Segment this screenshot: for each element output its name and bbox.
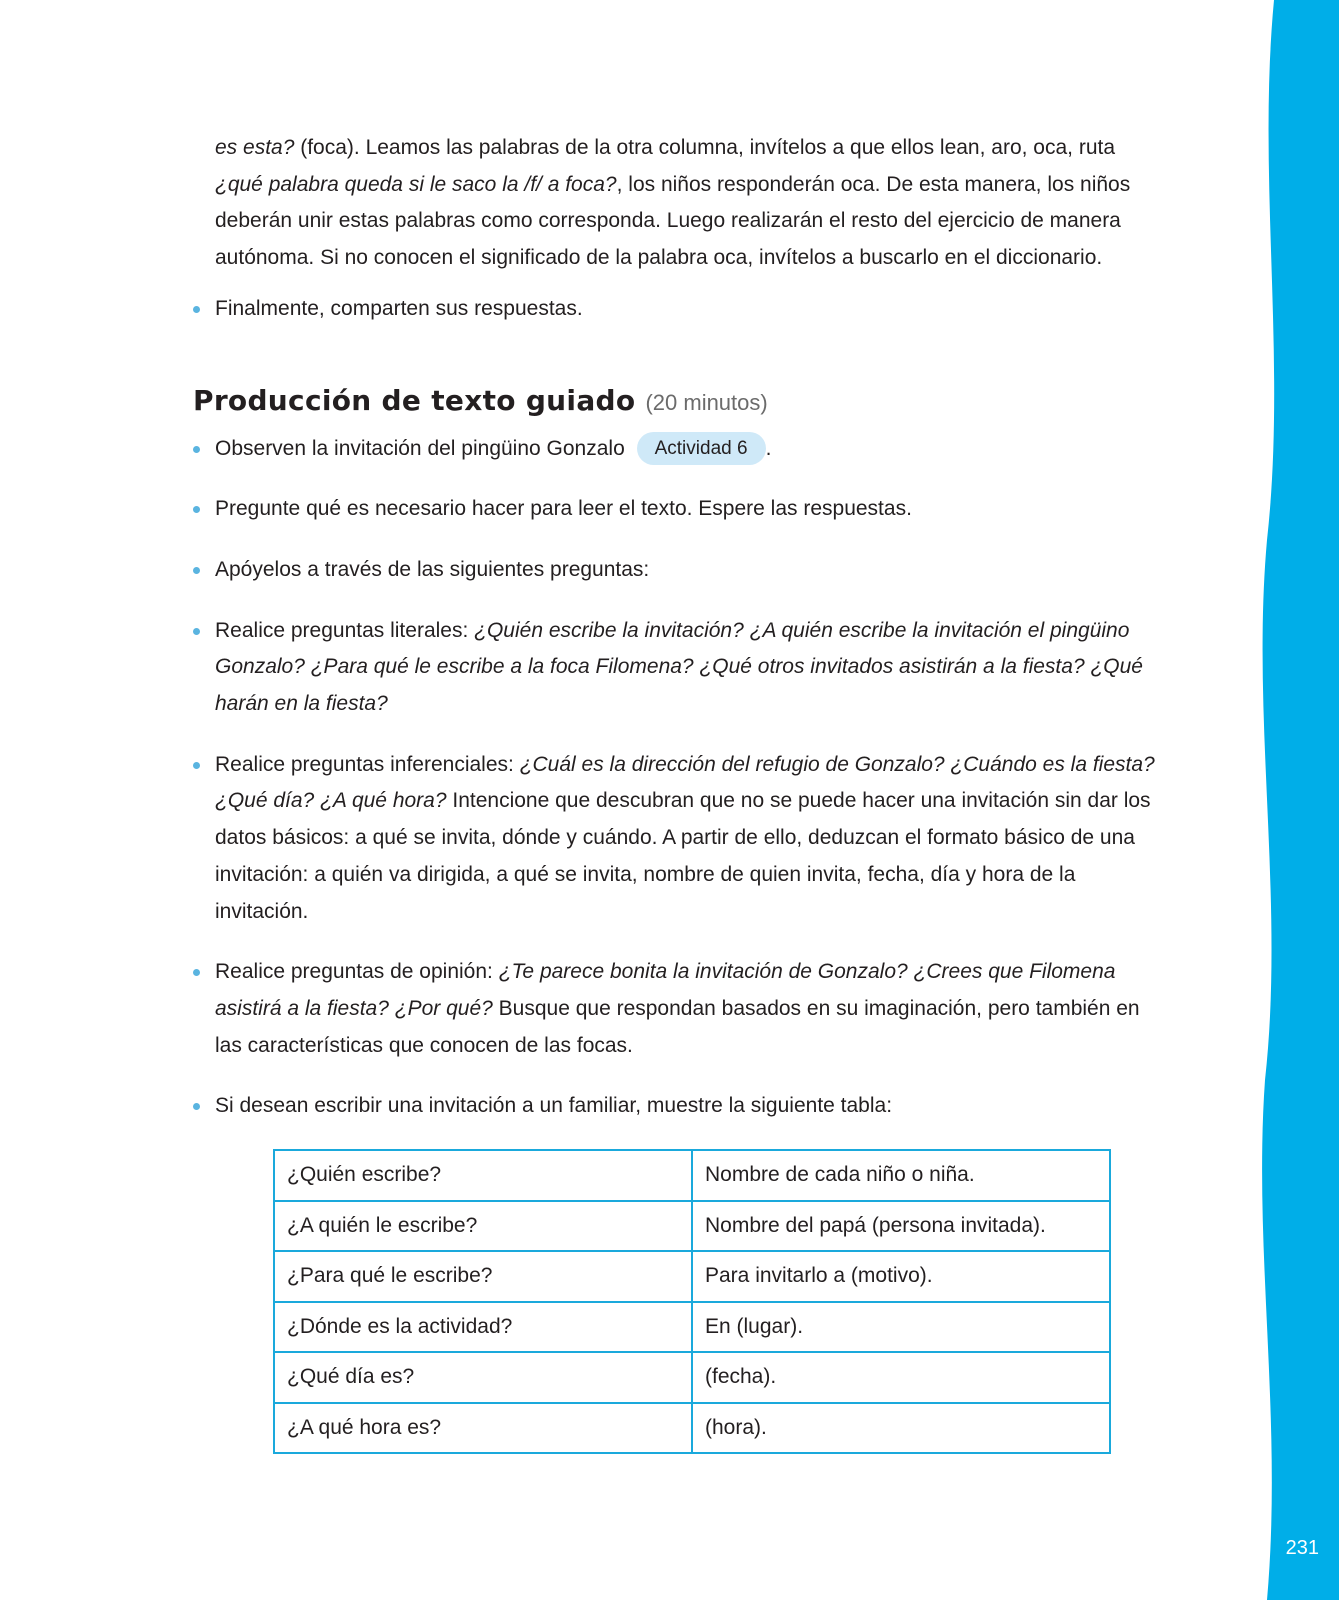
- intro-text: , los niños responderán oca. De esta manera, los niños deberán unir estas palabras como corresponda. Luego realizarán el resto del ejercicio de manera autónoma. Si no conocen el significado de la palabra oca, invítelos a buscarlo en el diccionario.: [215, 172, 1131, 270]
- list-item: [193, 291, 1168, 328]
- list-item-questions: ¿Te parece bonita la invitación de Gonzalo? ¿Crees que Filomena asistirá a la fiesta? ¿Por qué?: [215, 960, 1116, 1020]
- list-item-text: Pregunte qué es necesario hacer para leer el texto. Espere las respuestas.: [215, 497, 912, 521]
- table-cell: ¿A qué hora es?: [274, 1403, 692, 1454]
- list-item-questions: ¿Quién escribe la invitación? ¿A quién escribe la invitación el pingüino Gonzalo? ¿Para qué le escribe a la foca Filomena? ¿Qué otros invitados asistirán a la fiesta? ¿Qué harán en la fiesta?: [215, 618, 1143, 716]
- list-item: [193, 431, 1168, 468]
- list-item-text: Realice preguntas de opinión:: [215, 960, 499, 984]
- table-row: [274, 1302, 1110, 1353]
- section-duration: (20 minutos): [645, 389, 768, 415]
- list-item: [193, 1088, 1168, 1125]
- page-number: 231: [1285, 1537, 1319, 1559]
- list-item: [193, 747, 1168, 931]
- list-item-text: Realice preguntas inferenciales:: [215, 752, 520, 776]
- intro-question: es esta?: [215, 136, 295, 159]
- list-item-questions: ¿Cuál es la dirección del refugio de Gonzalo? ¿Cuándo es la fiesta? ¿Qué día? ¿A qué hora?: [215, 752, 1155, 813]
- table-row: [274, 1150, 1110, 1201]
- intro-question: ¿qué palabra queda si le saco la /f/ a foca?: [215, 172, 617, 196]
- list-item-text: Si desean escribir una invitación a un familiar, muestre la siguiente tabla:: [215, 1094, 893, 1118]
- table-cell: ¿A quién le escribe?: [274, 1201, 692, 1252]
- list-item: [193, 954, 1168, 1064]
- intro-text: (foca). Leamos las palabras de la otra columna, invítelos a que ellos lean, aro, oca, ruta: [294, 136, 1116, 159]
- bullet-list: [193, 431, 1168, 1126]
- table-cell: ¿Para qué le escribe?: [274, 1251, 692, 1302]
- section-title-text: Producción de texto guiado: [193, 383, 636, 417]
- table-row: [274, 1201, 1110, 1252]
- table-row: [274, 1251, 1110, 1302]
- list-item-text: Apóyelos a través de las siguientes preguntas:: [215, 557, 650, 581]
- invitation-table: [273, 1149, 1111, 1454]
- table-cell: Para invitarlo a (motivo).: [692, 1251, 1110, 1302]
- table-cell: ¿Quién escribe?: [274, 1150, 692, 1201]
- list-item: [193, 491, 1168, 528]
- table-row: [274, 1403, 1110, 1454]
- table-row: [274, 1352, 1110, 1403]
- side-decorative-band: [1249, 0, 1339, 1600]
- table-cell: (fecha).: [692, 1352, 1110, 1403]
- section-title: [193, 384, 1168, 417]
- table-cell: Nombre de cada niño o niña.: [692, 1150, 1110, 1201]
- list-item-text: Realice preguntas literales:: [215, 618, 475, 642]
- list-item-text: Finalmente, comparten sus respuestas.: [215, 296, 583, 320]
- table-cell: (hora).: [692, 1403, 1110, 1454]
- page-content: [193, 130, 1168, 1454]
- table-cell: ¿Qué día es?: [274, 1352, 692, 1403]
- list-item-text: Observen la invitación del pingüino Gonzalo: [215, 436, 625, 460]
- list-item: [193, 613, 1168, 723]
- table-cell: ¿Dónde es la actividad?: [274, 1302, 692, 1353]
- list-item-text: Intencione que descubran que no se puede hacer una invitación sin dar los datos básicos: a qué se invita, dónde y cuándo. A partir de ello, deduzcan el formato básico de una invitación: a quién va dirigida, a qué se invita, nombre de quien invita, fecha, día y hora de la invitación.: [215, 789, 1151, 923]
- table-cell: En (lugar).: [692, 1302, 1110, 1353]
- list-item-text: Busque que respondan basados en su imaginación, pero también en las características que conocen de las focas.: [215, 996, 1140, 1057]
- bullet-list: [193, 291, 1168, 328]
- intro-paragraph: [215, 130, 1168, 277]
- table-cell: Nombre del papá (persona invitada).: [692, 1201, 1110, 1252]
- activity-tag: Actividad 6: [637, 432, 766, 465]
- list-item-text: .: [765, 436, 772, 460]
- list-item: [193, 552, 1168, 589]
